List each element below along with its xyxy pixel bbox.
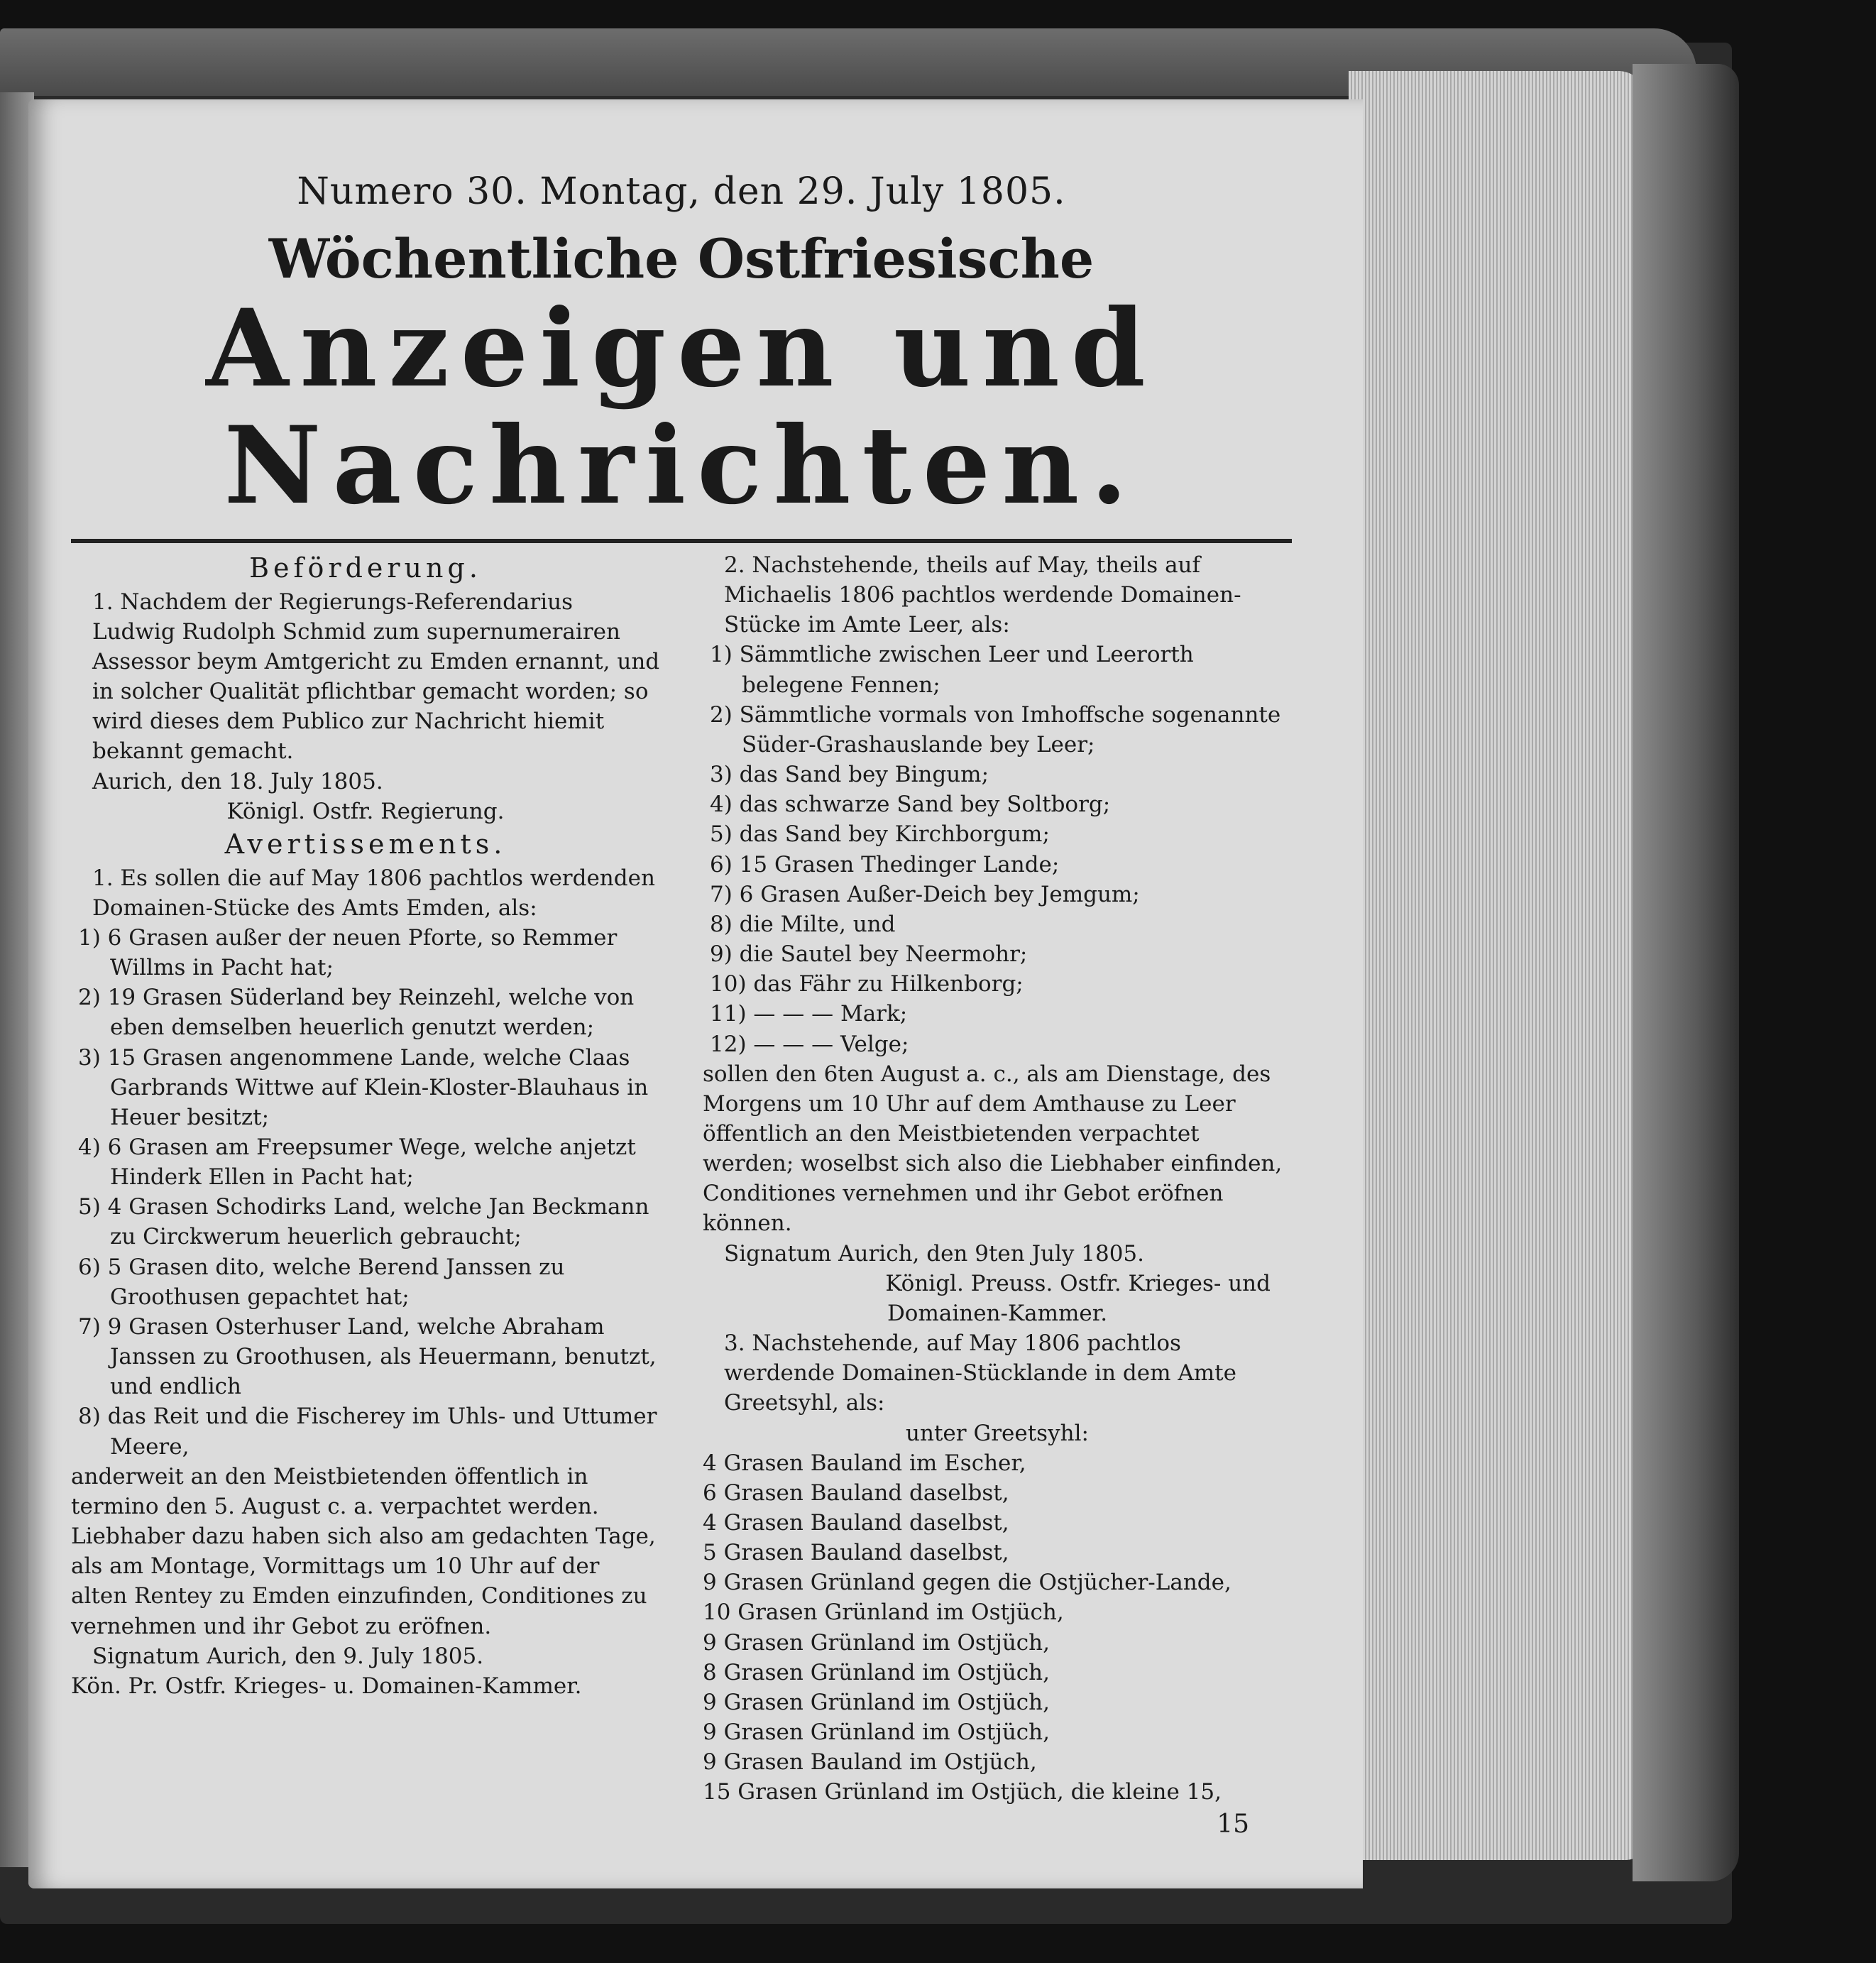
book-spine-edge <box>1633 64 1739 1881</box>
list-item: 15 Grasen Grünland im Ostjüch, die kleine 15, <box>703 1779 1222 1805</box>
masthead-subtitle: Wöchentliche Ostfriesische <box>268 227 1095 290</box>
list-item: 12) — — — Velge; <box>710 1031 909 1057</box>
right-column <box>703 550 1292 1842</box>
issue-dateline: Numero 30. Montag, den 29. July 1805. <box>297 170 1066 213</box>
list-item: 9 Grasen Grünland gegen die Ostjücher-Lande, <box>703 1570 1232 1596</box>
list-item: 7) 6 Grasen Außer-Deich bey Jemgum; <box>710 881 1140 907</box>
list-item: 6) 15 Grasen Thedinger Lande; <box>710 851 1060 877</box>
text-columns <box>71 550 1292 1842</box>
list-item: 9) die Sautel bey Neermohr; <box>710 941 1028 968</box>
list-item: 2) Sämmtliche vormals von Imhoffsche sogenannte Süder-Grashauslande bey Leer; <box>710 701 1281 758</box>
list-item: 9 Grasen Bauland im Ostjüch, <box>703 1749 1037 1776</box>
list-item: 8) das Reit und die Fischerey im Uhls- und Uttumer Meere, <box>78 1404 657 1460</box>
notice-intro: 1. Es sollen die auf May 1806 pachtlos werdenden Domainen-Stücke des Amts Emden, als: <box>92 865 655 921</box>
header-rule <box>71 539 1292 543</box>
list-item: 11) — — — Mark; <box>710 1001 908 1027</box>
list-item: 8 Grasen Grünland im Ostjüch, <box>703 1659 1050 1685</box>
masthead-title: Anzeigen und Nachrichten. <box>206 286 1157 528</box>
notice-date: Signatum Aurich, den 9. July 1805. <box>92 1643 484 1669</box>
newspaper-page <box>28 99 1363 1888</box>
list-item: 1) Sämmtliche zwischen Leer und Leerorth belegene Fennen; <box>710 642 1194 698</box>
section-heading-befoerderung: Beförderung. <box>249 552 482 584</box>
notice-intro: 3. Nachstehende, auf May 1806 pachtlos werdende Domainen-Stücklande in dem Amte Greetsyhl, als: <box>724 1330 1236 1416</box>
notice-signature: Königl. Ostfr. Regierung. <box>226 798 505 824</box>
list-item: 5) das Sand bey Kirchborgum; <box>710 821 1050 848</box>
notice-date: Signatum Aurich, den 9ten July 1805. <box>724 1240 1145 1267</box>
list-item: 6) 5 Grasen dito, welche Berend Janssen zu Groothusen gepachtet hat; <box>78 1254 565 1310</box>
notice-intro: 2. Nachstehende, theils auf May, theils auf Michaelis 1806 pachtlos werdende Domainen-Stücke im Amte Leer, als: <box>724 552 1241 638</box>
subheading: unter Greetsyhl: <box>906 1420 1089 1446</box>
list-item: 9 Grasen Grünland im Ostjüch, <box>703 1629 1050 1656</box>
list-item: 4) das schwarze Sand bey Soltborg; <box>710 792 1111 818</box>
list-item: 2) 19 Grasen Süderland bey Reinzehl, welche von eben demselben heuerlich genutzt werden; <box>78 985 635 1041</box>
list-item: 4 Grasen Bauland daselbst, <box>703 1510 1009 1536</box>
page-signature-mark: 15 <box>1217 1809 1249 1839</box>
page-content <box>71 170 1292 1842</box>
list-item: 5) 4 Grasen Schodirks Land, welche Jan Beckmann zu Circkwerum heuerlich gebraucht; <box>78 1194 649 1250</box>
notice-signature: Königl. Preuss. Ostfr. Krieges- und <box>885 1270 1271 1296</box>
list-item: 4) 6 Grasen am Freepsumer Wege, welche anjetzt Hinderk Ellen in Pacht hat; <box>78 1134 636 1191</box>
notice-text: sollen den 6ten August a. c., als am Dienstage, des Morgens um 10 Uhr auf dem Amthause zu Leer öffentlich an den Meistbietenden verpachtet werden; woselbst sich also die Liebhaber einfinden, Conditiones vernehmen und ihr Gebot eröfnen können. <box>703 1061 1283 1237</box>
list-item: 7) 9 Grasen Osterhuser Land, welche Abraham Janssen zu Groothusen, als Heuermann, benutzt, und endlich <box>78 1313 657 1400</box>
list-item: 6 Grasen Bauland daselbst, <box>703 1480 1009 1506</box>
list-item: 10) das Fähr zu Hilkenborg; <box>710 971 1024 997</box>
list-item: 9 Grasen Grünland im Ostjüch, <box>703 1689 1050 1715</box>
list-item: 1) 6 Grasen außer der neuen Pforte, so Remmer Willms in Pacht hat; <box>78 924 618 981</box>
list-item: 3) 15 Grasen angenommene Lande, welche Claas Garbrands Wittwe auf Klein-Kloster-Blauhaus in Heuer besitzt; <box>78 1044 649 1130</box>
left-column <box>71 550 660 1842</box>
list-item: 10 Grasen Grünland im Ostjüch, <box>703 1600 1064 1626</box>
notice-text: anderweit an den Meistbietenden öffentlich in termino den 5. August c. a. verpachtet werden. Liebhaber dazu haben sich also am gedachten Tage, als am Montage, Vormittags um 10 Uhr auf der alten Rentey zu Emden einzufinden, Conditiones zu vernehmen und ihr Gebot zu eröfnen. <box>71 1463 656 1639</box>
section-heading-avertissements: Avertissements. <box>224 828 507 860</box>
list-item: 3) das Sand bey Bingum; <box>710 762 989 788</box>
list-item: 5 Grasen Bauland daselbst, <box>703 1540 1009 1566</box>
list-item: 8) die Milte, und <box>710 911 896 937</box>
notice-signature: Kön. Pr. Ostfr. Krieges- u. Domainen-Kammer. <box>71 1673 582 1699</box>
page-block-edge <box>1349 71 1647 1860</box>
list-item: 9 Grasen Grünland im Ostjüch, <box>703 1719 1050 1746</box>
notice-date: Aurich, den 18. July 1805. <box>92 768 383 794</box>
notice-text: 1. Nachdem der Regierungs-Referendarius Ludwig Rudolph Schmid zum supernumerairen Assessor beym Amtgericht zu Emden ernannt, und in solcher Qualität pflichtbar gemacht worden; so wird dieses dem Publico zur Nachricht hiemit bekannt gemacht. <box>92 589 660 765</box>
list-item: 4 Grasen Bauland im Escher, <box>703 1450 1026 1476</box>
notice-signature: Domainen-Kammer. <box>887 1300 1108 1326</box>
